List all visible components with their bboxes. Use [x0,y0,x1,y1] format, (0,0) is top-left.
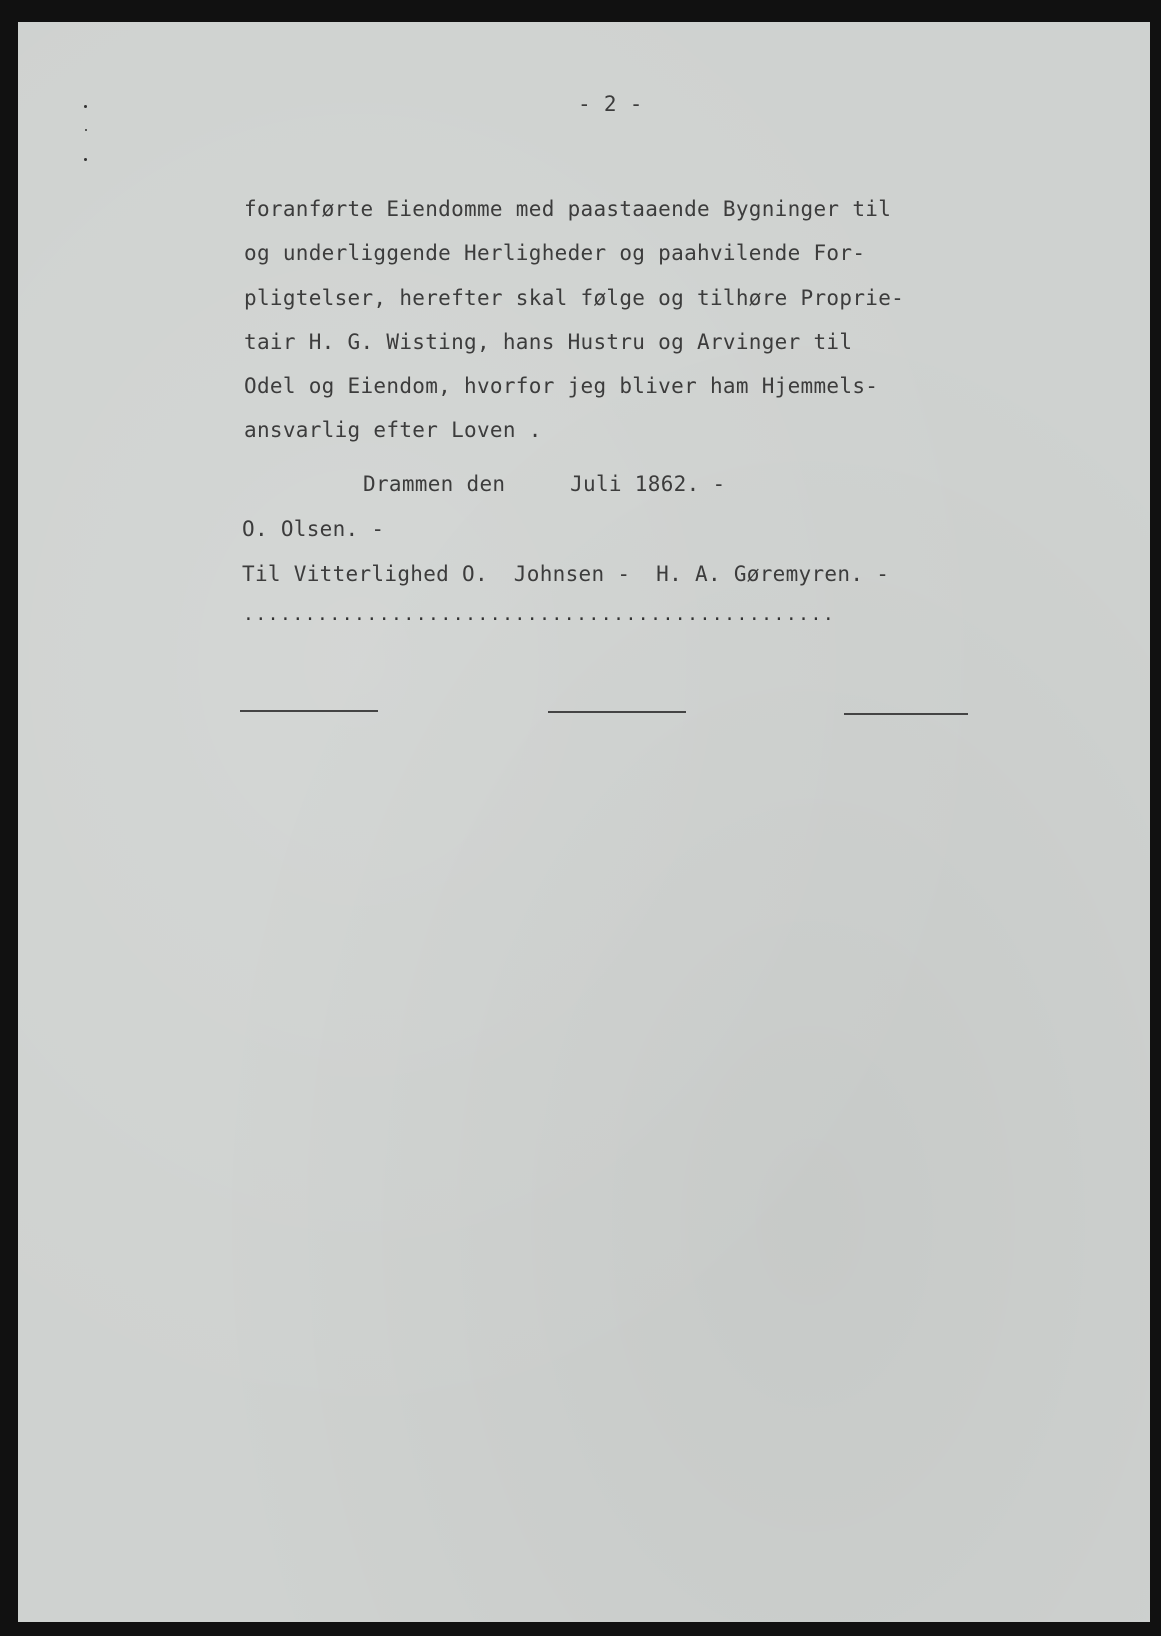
body-line-5: Odel og Eiendom, hvorfor jeg bliver ham Hjemmels- [244,374,879,398]
page-number: - 2 - [578,92,643,116]
body-line-2: og underliggende Herligheder og paahvilende For- [244,241,866,265]
signature-line: O. Olsen. - [242,517,385,541]
body-line-4: tair H. G. Wisting, hans Hustru og Arvinger til [244,330,853,354]
closing-rule-middle [548,711,686,713]
body-line-1: foranførte Eiendomme med paastaaende Bygninger til [244,197,892,221]
place-date-line: Drammen den Juli 1862. - [363,472,726,496]
closing-rule-right [844,713,968,715]
body-line-3: pligtelser, herefter skal følge og tilhøre Proprie- [244,286,905,310]
margin-punch-mark [84,105,87,108]
witness-line: Til Vitterlighed O. Johnsen - H. A. Gøremyren. - [242,562,890,586]
margin-punch-mark [85,129,87,131]
margin-punch-mark [84,158,87,161]
document-page [18,22,1150,1622]
body-line-6: ansvarlig efter Loven . [244,418,542,442]
dotted-rule: ................................................ [243,604,836,625]
closing-rule-left [240,710,378,712]
